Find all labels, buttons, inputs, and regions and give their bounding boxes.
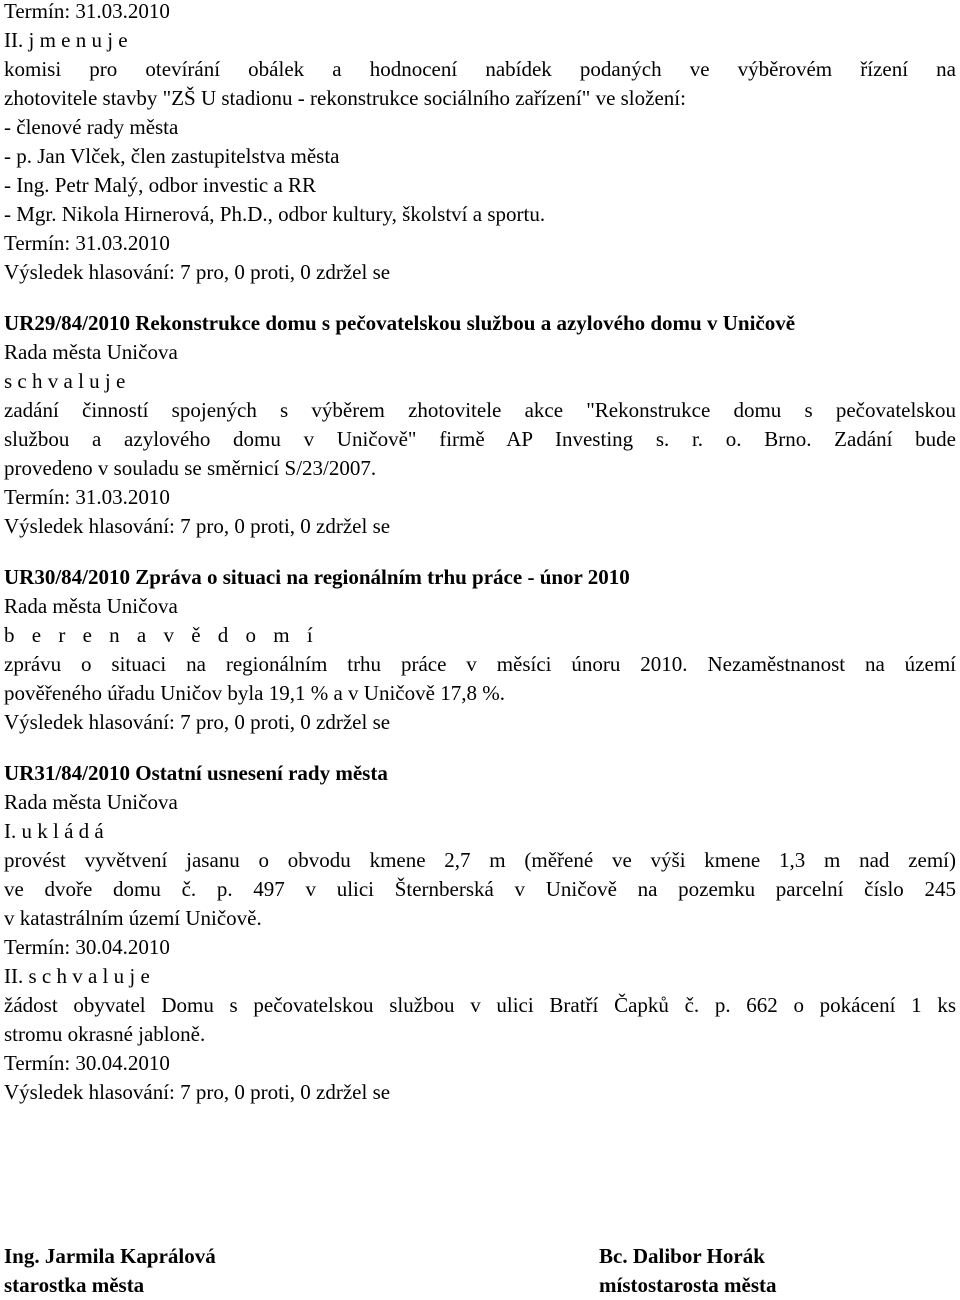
resolution-text-line: stromu okrasné jabloně. <box>4 1022 206 1046</box>
resolution-text-line: pověřeného úřadu Uničov byla 19,1 % a v Uničově 17,8 %. <box>4 681 505 705</box>
committee-member: - členové rady města <box>4 115 179 139</box>
committee-member: - Ing. Petr Malý, odbor investic a RR <box>4 173 317 197</box>
termin-line: Termín: 31.03.2010 <box>4 231 170 255</box>
committee-member: - p. Jan Vlček, člen zastupitelstva města <box>4 144 340 168</box>
committee-member: - Mgr. Nikola Hirnerová, Ph.D., odbor kultury, školství a sportu. <box>4 202 546 226</box>
resolution-text-line: službou a azylového domu v Uničově" firmě AP Investing s. r. o. Brno. Zadání bude <box>4 427 956 451</box>
resolution-text-line: komisi pro otevírání obálek a hodnocení nabídek podaných ve výběrovém řízení na <box>4 57 956 81</box>
issuing-body: Rada města Uničova <box>4 790 178 814</box>
issuing-body: Rada města Uničova <box>4 594 178 618</box>
signatory-name: Bc. Dalibor Horák <box>599 1244 765 1268</box>
resolution-text-line: provést vyvětvení jasanu o obvodu kmene 2,7 m (měřené ve výši kmene 1,3 m nad zemí) <box>4 848 956 872</box>
resolution-verb: I. u k l á d á <box>4 819 104 843</box>
signature-right <box>599 1242 777 1300</box>
vote-result: Výsledek hlasování: 7 pro, 0 proti, 0 zdržel se <box>4 514 391 538</box>
issuing-body: Rada města Uničova <box>4 340 178 364</box>
vote-result: Výsledek hlasování: 7 pro, 0 proti, 0 zdržel se <box>4 710 391 734</box>
termin-line: Termín: 30.04.2010 <box>4 935 170 959</box>
resolution-verb: s c h v a l u j e <box>4 369 126 393</box>
resolution-verb: b e r e n a v ě d o m í <box>4 623 319 647</box>
resolution-heading: UR29/84/2010 Rekonstrukce domu s pečovatelskou službou a azylového domu v Uničově <box>4 311 796 335</box>
resolution-text-line: zprávu o situaci na regionálním trhu práce v měsíci únoru 2010. Nezaměstnanost na území <box>4 652 956 676</box>
resolution-text-line: v katastrálním území Uničově. <box>4 906 262 930</box>
resolution-heading: UR30/84/2010 Zpráva o situaci na regionálním trhu práce - únor 2010 <box>4 565 630 589</box>
termin-line: Termín: 31.03.2010 <box>4 485 170 509</box>
signatory-role: místostarosta města <box>599 1273 777 1297</box>
termin-line: Termín: 31.03.2010 <box>4 0 170 23</box>
signature-left <box>4 1242 216 1300</box>
resolution-text-line: zhotovitele stavby "ZŠ U stadionu - rekonstrukce sociálního zařízení" ve složení: <box>4 86 686 110</box>
resolution-verb: II. j m e n u j e <box>4 28 128 52</box>
termin-line: Termín: 30.04.2010 <box>4 1051 170 1075</box>
resolution-heading: UR31/84/2010 Ostatní usnesení rady města <box>4 761 388 785</box>
signatory-role: starostka města <box>4 1273 145 1297</box>
resolution-text-line: zadání činností spojených s výběrem zhotovitele akce "Rekonstrukce domu s pečovatelskou <box>4 398 956 422</box>
resolution-verb: II. s c h v a l u j e <box>4 964 150 988</box>
vote-result: Výsledek hlasování: 7 pro, 0 proti, 0 zdržel se <box>4 1080 391 1104</box>
resolution-text-line: provedeno v souladu se směrnicí S/23/2007. <box>4 456 377 480</box>
signatory-name: Ing. Jarmila Kaprálová <box>4 1244 216 1268</box>
document-page <box>4 0 956 1107</box>
resolution-text-line: ve dvoře domu č. p. 497 v ulici Šternberská v Uničově na pozemku parcelní číslo 245 <box>4 877 956 901</box>
vote-result: Výsledek hlasování: 7 pro, 0 proti, 0 zdržel se <box>4 260 391 284</box>
resolution-text-line: žádost obyvatel Domu s pečovatelskou službou v ulici Bratří Čapků č. p. 662 o pokácení 1 ks <box>4 993 956 1017</box>
